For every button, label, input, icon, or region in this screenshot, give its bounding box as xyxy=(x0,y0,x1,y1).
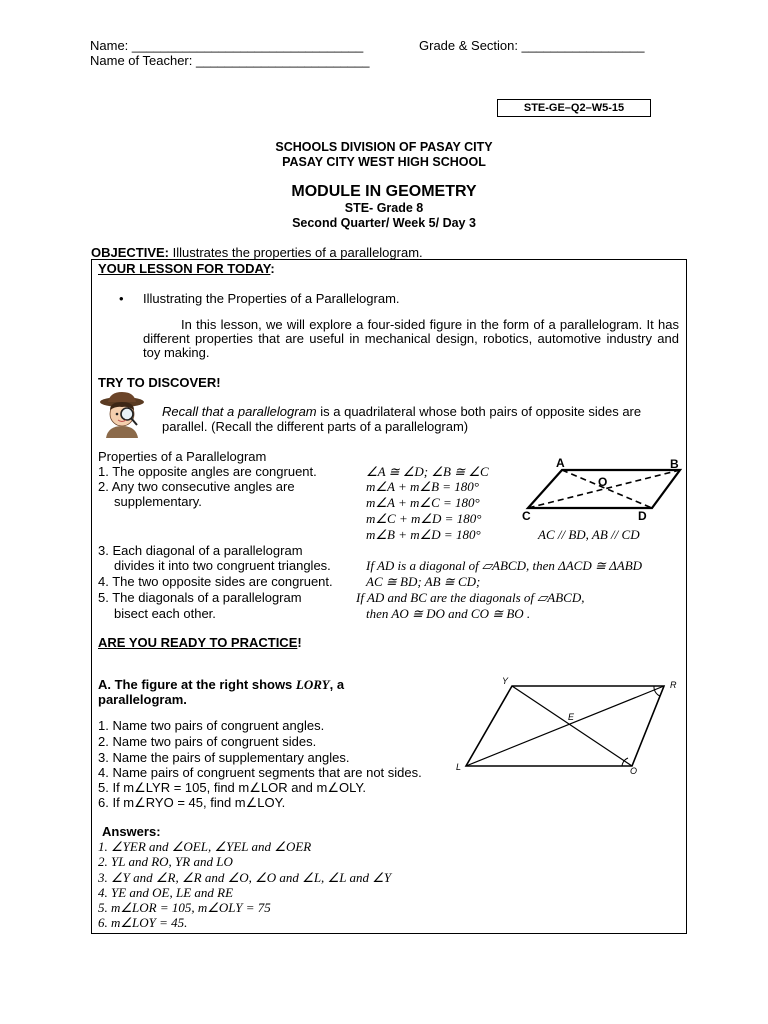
answer-1: 1. ∠YER and ∠OEL, ∠YEL and ∠OER xyxy=(98,839,312,854)
lesson-bullet: Illustrating the Properties of a Parallelogram. xyxy=(143,291,400,306)
fig1-label-o: O xyxy=(598,475,608,489)
practice-a-line-2: parallelogram. xyxy=(98,692,187,707)
fig2-label-y: Y xyxy=(502,676,509,686)
property-5-math-1: If AD and BC are the diagonals of ▱ABCD, xyxy=(356,590,585,605)
practice-heading-bang: ! xyxy=(297,635,302,650)
student-name-line: Name: ________________________________ xyxy=(90,38,364,53)
parallelogram-lory-figure xyxy=(452,672,682,776)
question-5: 5. If m∠LYR = 105, find m∠LOR and m∠OLY. xyxy=(98,780,366,795)
module-title: MODULE IN GEOMETRY xyxy=(291,183,477,200)
lesson-heading-text: YOUR LESSON FOR TODAY xyxy=(98,261,271,276)
property-3a: 3. Each diagonal of a parallelogram xyxy=(98,543,303,558)
grade-title: STE- Grade 8 xyxy=(344,201,424,215)
fig1-label-a: A xyxy=(556,456,565,470)
lesson-heading-colon: : xyxy=(270,261,275,276)
practice-heading-text: ARE YOU READY TO PRACTICE xyxy=(98,635,298,650)
fig2-label-o: O xyxy=(630,766,638,776)
practice-a-text: A. The figure at the right shows xyxy=(98,677,293,692)
supplementary-1: m∠A + m∠B = 180° xyxy=(366,479,479,494)
fig2-label-l: L xyxy=(456,762,462,772)
property-5a: 5. The diagonals of a parallelogram xyxy=(98,590,302,605)
practice-a-end: , a xyxy=(329,677,345,692)
property-3-math: If AD is a diagonal of ▱ABCD, then ΔACD ≅ ΔABD xyxy=(366,558,643,573)
quarter-title: Second Quarter/ Week 5/ Day 3 xyxy=(292,216,476,230)
question-1: 1. Name two pairs of congruent angles. xyxy=(98,718,325,733)
objective-text: Illustrates the properties of a parallelogram. xyxy=(169,245,423,260)
practice-a-var: LORY xyxy=(295,677,330,692)
property-4: 4. The two opposite sides are congruent. xyxy=(98,574,333,589)
fig1-label-d: D xyxy=(638,509,647,522)
detective-girl-icon xyxy=(96,392,148,438)
fig1-label-b: B xyxy=(670,457,679,471)
teacher-name-line: Name of Teacher: ________________________ xyxy=(90,53,370,68)
question-2: 2. Name two pairs of congruent sides. xyxy=(98,734,317,749)
supplementary-4: m∠B + m∠D = 180° xyxy=(366,527,481,542)
supplementary-3: m∠C + m∠D = 180° xyxy=(366,511,482,526)
practice-a-line-1 xyxy=(98,677,344,693)
recall-rest: is a quadrilateral whose both pairs of opposite sides are xyxy=(316,404,642,419)
supplementary-2: m∠A + m∠C = 180° xyxy=(366,495,480,510)
fig2-label-e: E xyxy=(568,712,575,722)
practice-heading xyxy=(98,635,302,650)
recall-line-1 xyxy=(162,404,641,419)
question-6: 6. If m∠RYO = 45, find m∠LOY. xyxy=(98,795,286,810)
recall-line-2: parallel. (Recall the different parts of a parallelogram) xyxy=(162,419,469,434)
answer-4: 4. YE and OE, LE and RE xyxy=(98,885,234,900)
property-4-math: AC ≅ BD; AB ≅ CD; xyxy=(366,574,481,589)
property-5b: bisect each other. xyxy=(114,606,216,621)
property-1-math: ∠A ≅ ∠D; ∠B ≅ ∠C xyxy=(366,464,489,479)
answer-2: 2. YL and RO, YR and LO xyxy=(98,854,233,869)
answers-heading: Answers: xyxy=(102,824,161,839)
property-2a: 2. Any two consecutive angles are xyxy=(98,479,295,494)
discover-heading: TRY TO DISCOVER! xyxy=(98,375,221,390)
bullet-dot: • xyxy=(119,291,124,306)
question-4: 4. Name pairs of congruent segments that are not sides. xyxy=(98,765,422,780)
answer-3: 3. ∠Y and ∠R, ∠R and ∠O, ∠O and ∠L, ∠L and ∠Y xyxy=(98,870,392,885)
module-code: STE-GE–Q2–W5-15 xyxy=(497,99,651,117)
objective xyxy=(91,245,423,260)
grade-section-line: Grade & Section: _________________ xyxy=(419,38,645,53)
fig2-label-r: R xyxy=(670,680,677,690)
school-title: PASAY CITY WEST HIGH SCHOOL xyxy=(282,155,486,169)
property-5-math-2: then AO ≅ DO and CO ≅ BO . xyxy=(366,606,531,621)
property-2b: supplementary. xyxy=(114,494,202,509)
properties-title: Properties of a Parallelogram xyxy=(98,449,267,464)
fig1-label-c: C xyxy=(522,509,531,522)
property-1: 1. The opposite angles are congruent. xyxy=(98,464,317,479)
property-3b: divides it into two congruent triangles. xyxy=(114,558,331,573)
answer-5: 5. m∠LOR = 105, m∠OLY = 75 xyxy=(98,900,271,915)
question-3: 3. Name the pairs of supplementary angles. xyxy=(98,750,350,765)
lesson-paragraph: In this lesson, we will explore a four-sided figure in the form of a parallelogram. It has different properties that are useful in mechanical design, robotics, automotive industry and toy making. xyxy=(143,317,679,360)
recall-italic: Recall that a parallelogram xyxy=(162,404,317,419)
objective-label: OBJECTIVE: xyxy=(91,245,170,260)
parallelogram-abcd-figure xyxy=(518,456,688,522)
answer-6: 6. m∠LOY = 45. xyxy=(98,915,188,930)
division-title: SCHOOLS DIVISION OF PASAY CITY xyxy=(275,140,493,154)
lesson-heading xyxy=(98,261,275,276)
parallel-note: AC // BD, AB // CD xyxy=(538,527,640,542)
